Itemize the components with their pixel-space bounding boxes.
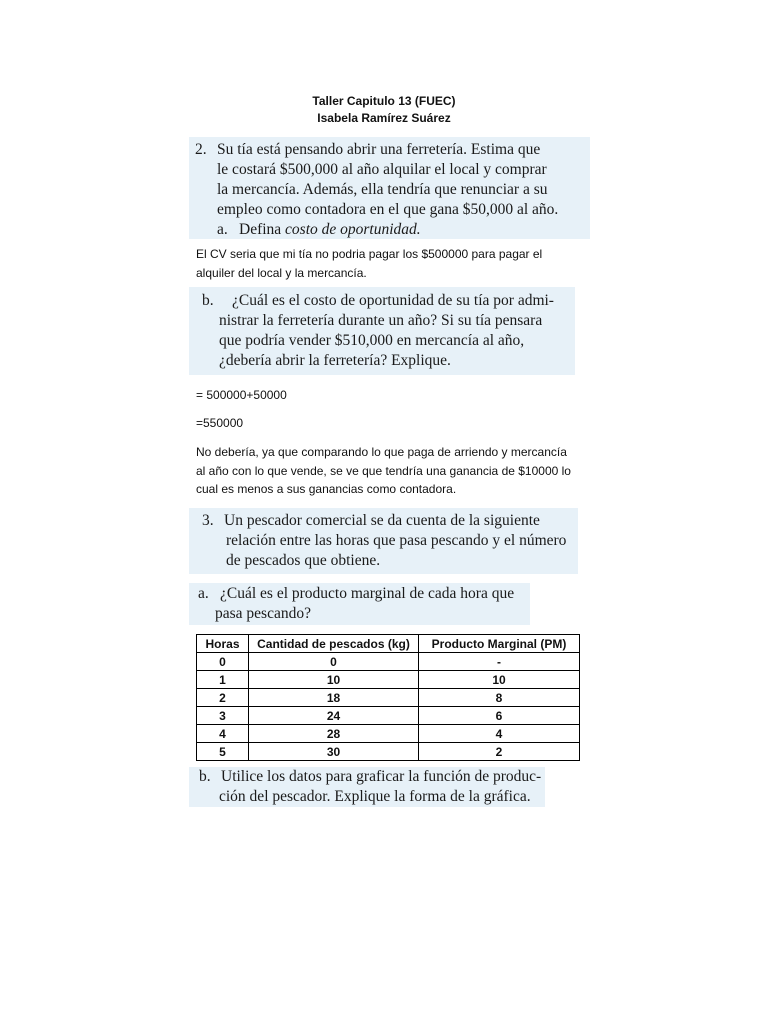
table-cell: - <box>419 653 580 671</box>
table-cell: 24 <box>249 707 419 725</box>
table-cell: 3 <box>197 707 249 725</box>
question-line: la mercancía. Además, ella tendría que renunciar a su <box>217 181 548 198</box>
answer-line: alquiler del local y la mercancía. <box>196 265 367 280</box>
table-cell: 10 <box>419 671 580 689</box>
table-cell: 4 <box>419 725 580 743</box>
question-2b-excerpt <box>189 287 575 375</box>
question-line: ción del pescador. Explique la forma de la gráfica. <box>219 788 531 805</box>
answer-line: cual es menos a sus ganancias como contadora. <box>196 482 457 496</box>
answer-b-conclusion <box>196 443 571 499</box>
question-line: de pescados que obtiene. <box>226 552 381 569</box>
question-line: b. ¿Cuál es el costo de oportunidad de su tía por admi- <box>202 292 554 309</box>
table-cell: 8 <box>419 689 580 707</box>
table-cell: 0 <box>197 653 249 671</box>
question-line: que podría vender $510,000 en mercancía al año, <box>219 332 525 349</box>
table-row <box>197 725 580 743</box>
table-cell: 5 <box>197 743 249 761</box>
question-line: 3. Un pescador comercial se da cuenta de la siguiente <box>202 512 540 529</box>
answer-line: al año con lo que vende, se ve que tendría una ganancia de $10000 lo <box>196 463 571 478</box>
question-part-a: a. Defina costo de oportunidad. <box>217 221 421 238</box>
table-row <box>197 707 580 725</box>
table-cell: 6 <box>419 707 580 725</box>
table-cell: 28 <box>249 725 419 743</box>
answer-a <box>196 245 542 282</box>
question-line: nistrar la ferretería durante un año? Si su tía pensara <box>219 312 543 329</box>
question-line: 2. Su tía está pensando abrir una ferretería. Estima que <box>195 141 541 158</box>
question-label: a. <box>198 585 209 602</box>
question-line: le costará $500,000 al año alquilar el local y comprar <box>217 161 547 178</box>
question-line: a. ¿Cuál es el producto marginal de cada hora que <box>198 585 515 602</box>
table-row <box>197 689 580 707</box>
table-cell: 30 <box>249 743 419 761</box>
marginal-product-table <box>196 634 580 761</box>
question-2-excerpt <box>189 137 590 239</box>
table-row <box>197 671 580 689</box>
document-title: Taller Capitulo 13 (FUEC) <box>312 94 456 108</box>
table-cell: 10 <box>249 671 419 689</box>
column-header-quantity: Cantidad de pescados (kg) <box>249 635 419 653</box>
answer-line: No debería, ya que comparando lo que paga de arriendo y mercancía <box>196 445 567 459</box>
table-row <box>197 653 580 671</box>
table-cell: 0 <box>249 653 419 671</box>
question-label: b. <box>202 292 214 309</box>
answer-sum-line: = 500000+50000 <box>196 388 287 402</box>
table-cell: 4 <box>197 725 249 743</box>
question-line: b. Utilice los datos para graficar la función de produc- <box>199 768 542 785</box>
table-header-row <box>197 635 580 653</box>
question-3-excerpt <box>189 508 578 574</box>
question-line: pasa pescando? <box>215 605 311 622</box>
question-line: empleo como contadora en el que gana $50,000 al año. <box>217 201 559 218</box>
column-header-hours: Horas <box>197 635 249 653</box>
answer-line: El CV seria que mi tía no podria pagar los $500000 para pagar el <box>196 247 543 261</box>
table-row <box>197 743 580 761</box>
table-cell: 18 <box>249 689 419 707</box>
term-italic: costo de oportunidad. <box>285 221 421 238</box>
answer-sum-result: =550000 <box>196 416 244 430</box>
table-cell: 2 <box>419 743 580 761</box>
table-cell: 2 <box>197 689 249 707</box>
question-3a-excerpt <box>189 583 530 625</box>
table-cell: 1 <box>197 671 249 689</box>
question-number: 2. <box>195 141 207 158</box>
question-3b-excerpt <box>189 767 545 807</box>
question-line: relación entre las horas que pasa pescando y el número <box>226 532 567 549</box>
question-line: ¿debería abrir la ferretería? Explique. <box>219 352 451 369</box>
author-name: Isabela Ramírez Suárez <box>317 111 451 125</box>
column-header-marginal: Producto Marginal (PM) <box>419 635 580 653</box>
question-label: b. <box>199 768 211 785</box>
question-number: 3. <box>202 512 214 529</box>
